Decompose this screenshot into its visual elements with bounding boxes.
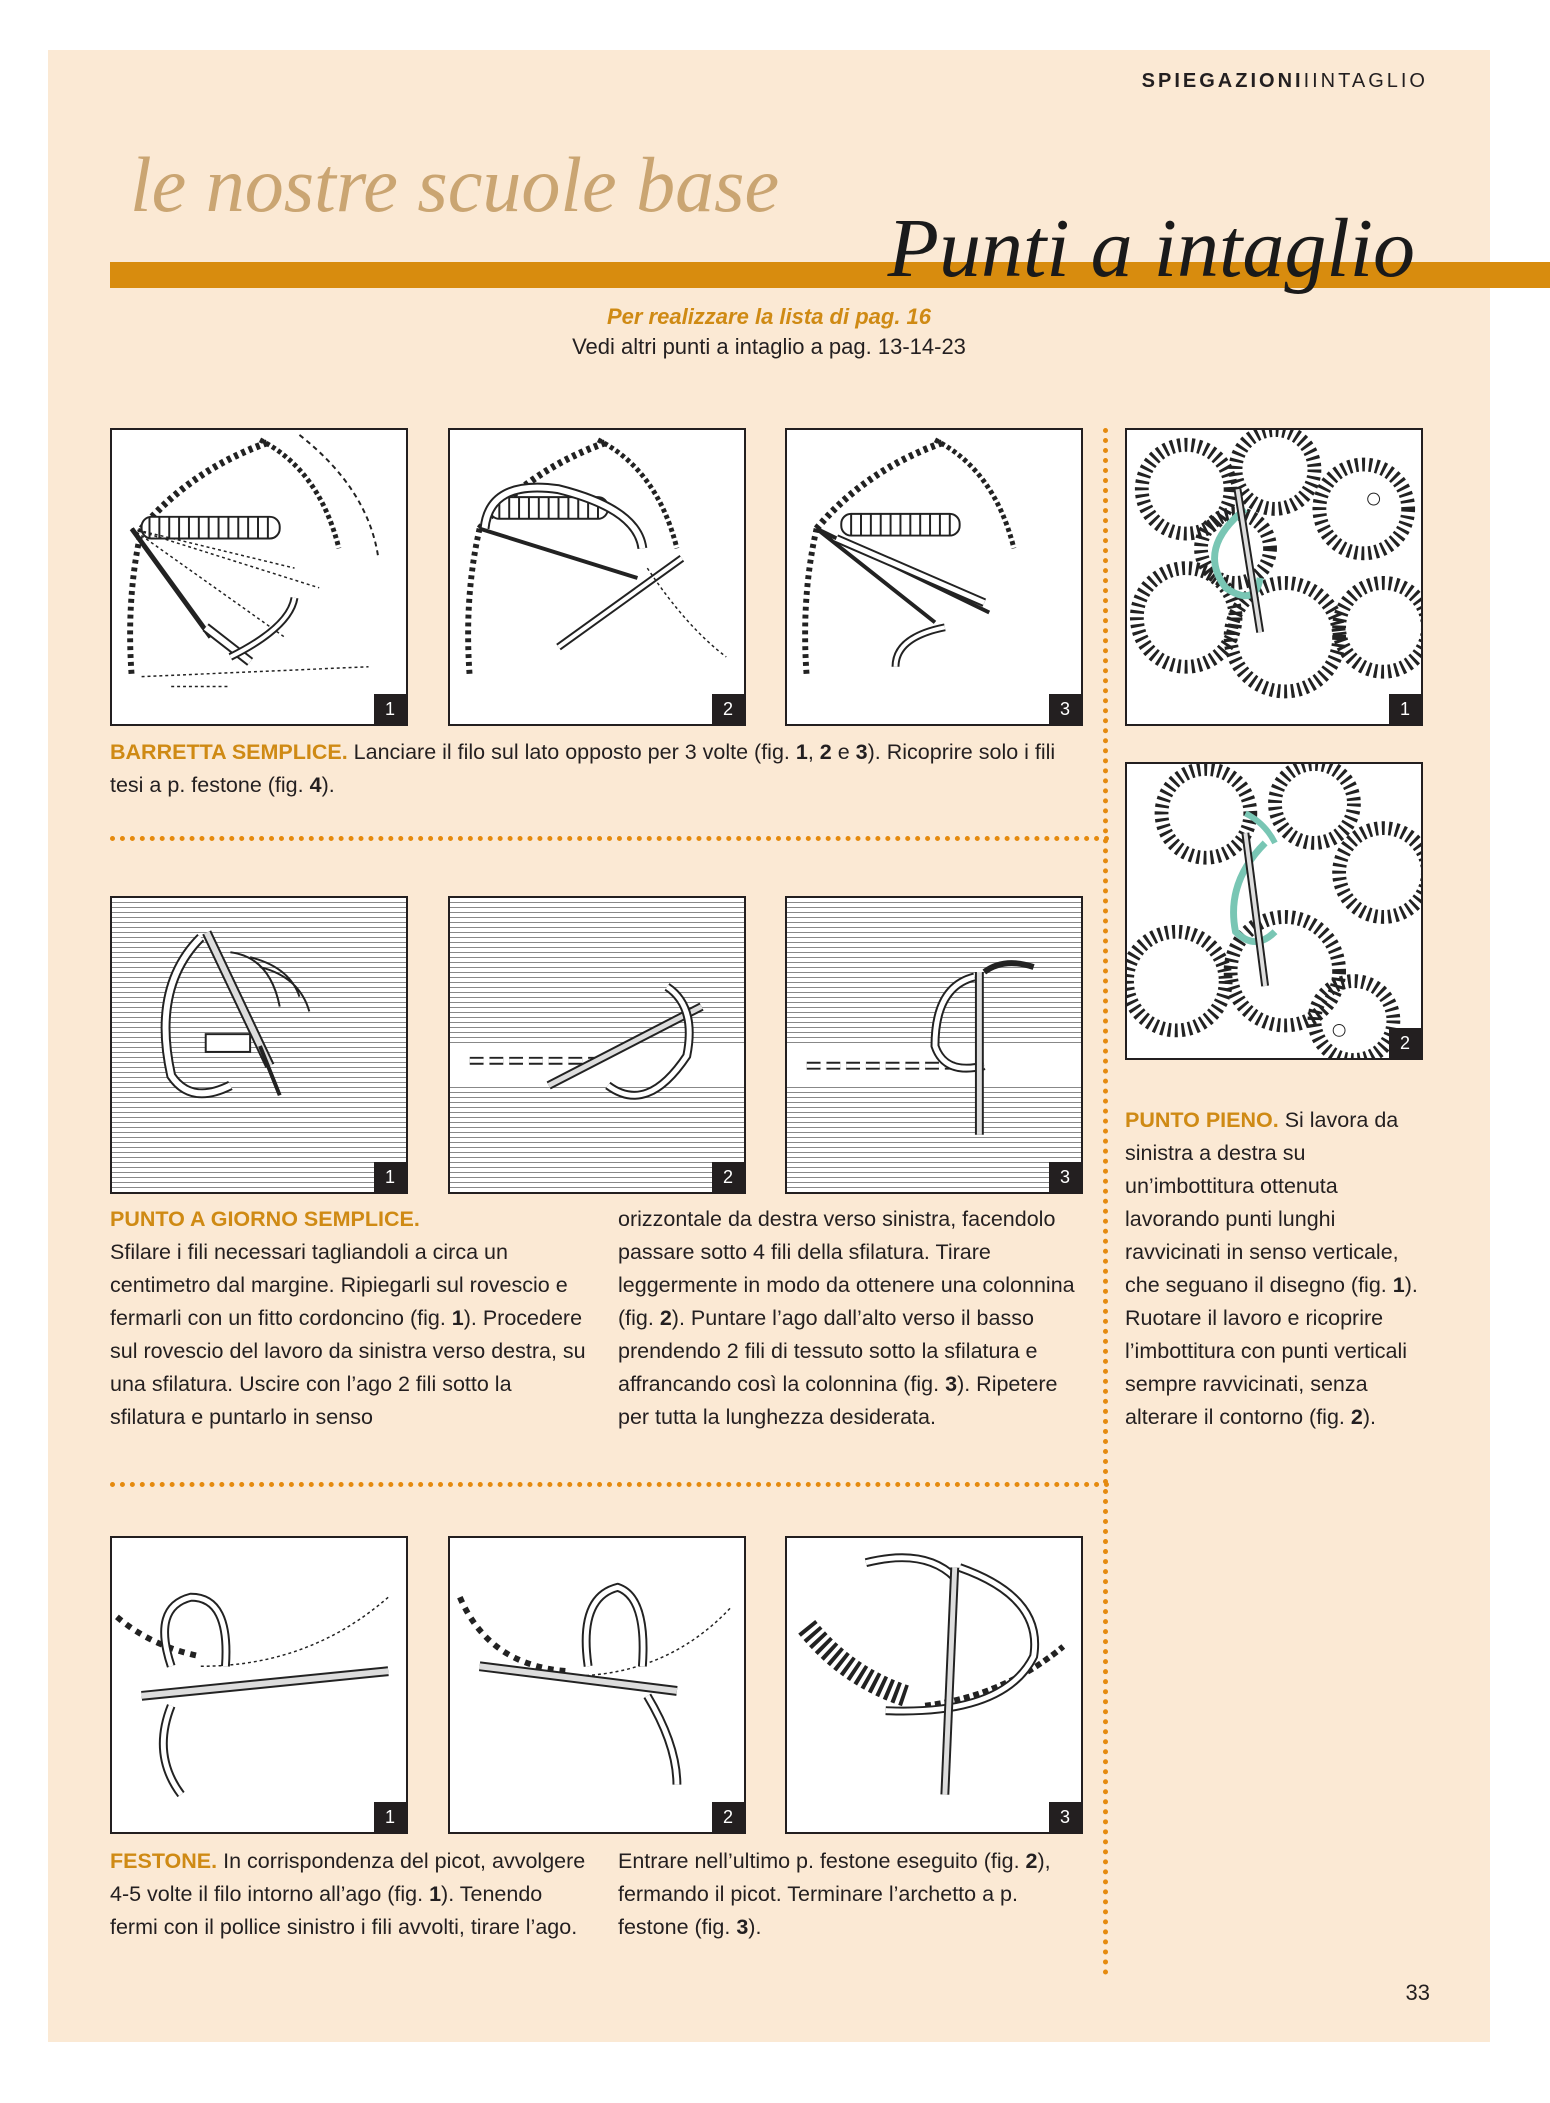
figure-barretta-1 xyxy=(110,428,408,726)
running-header: SPIEGAZIONIIINTAGLIO xyxy=(1141,70,1428,92)
figure-number: 3 xyxy=(1049,1162,1081,1192)
figure-giorno-3 xyxy=(785,896,1083,1194)
figure-barretta-2 xyxy=(448,428,746,726)
figure-number: 1 xyxy=(374,1802,406,1832)
intro-highlight: Per realizzare la lista di pag. 16 xyxy=(606,304,932,329)
figure-giorno-1 xyxy=(110,896,408,1194)
needle-illustration xyxy=(787,430,1081,724)
figure-pieno-1 xyxy=(1125,428,1423,726)
needle-illustration xyxy=(787,898,1081,1192)
figure-number: 1 xyxy=(374,694,406,724)
figure-festone-1 xyxy=(110,1536,408,1834)
divider xyxy=(110,836,1110,841)
figure-number: 2 xyxy=(712,1162,744,1192)
figure-number: 2 xyxy=(1389,1028,1421,1058)
figure-festone-3 xyxy=(785,1536,1083,1834)
needle-illustration xyxy=(112,430,406,724)
page-number: 33 xyxy=(1405,1980,1430,2005)
needle-illustration xyxy=(450,898,744,1192)
figure-number: 3 xyxy=(1049,1802,1081,1832)
figure-number: 3 xyxy=(1049,694,1081,724)
barretta-text: BARRETTA SEMPLICE. Lanciare il filo sul lato opposto per 3 volte (fig. 1, 2 e 3). Ricoprire solo i fili tesi a p. festone (fig. 4). xyxy=(110,740,1056,797)
figure-festone-2 xyxy=(448,1536,746,1834)
figure-giorno-2 xyxy=(448,896,746,1194)
figure-number: 2 xyxy=(712,1802,744,1832)
column-divider xyxy=(1103,428,1108,1976)
figure-number: 2 xyxy=(712,694,744,724)
festone-text-col1: FESTONE. In corrispondenza del picot, avvolgere 4-5 volte il filo intorno all’ago (fig. 1). Tenendo fermi con il pollice sinistro i fili avvolti, tirare l’ago. xyxy=(110,1849,586,1939)
figure-number: 1 xyxy=(374,1162,406,1192)
festone-text-col2: Entrare nell’ultimo p. festone eseguito (fig. 2), fermando il picot. Terminare l’archetto a p. festone (fig. 3). xyxy=(618,1849,1051,1939)
series-title: le nostre scuole base xyxy=(130,141,780,228)
page xyxy=(48,50,1490,2042)
figure-number: 1 xyxy=(1389,694,1421,724)
page-title: Punti a intaglio xyxy=(887,202,1415,295)
intro xyxy=(48,302,1490,362)
figure-pieno-2 xyxy=(1125,762,1423,1060)
intro-note: Vedi altri punti a intaglio a pag. 13-14-23 xyxy=(572,334,966,359)
figure-barretta-3 xyxy=(785,428,1083,726)
giorno-text-col1: PUNTO A GIORNO SEMPLICE. Sfilare i fili necessari tagliandoli a circa un centimetro dal margine. Ripiegarli sul rovescio e fermarli con un fitto cordoncino (fig. 1). Procedere sul rovescio del lavoro da sinistra verso destra, su una sfilatura. Uscire con l’ago 2 fili sotto la sfilatura e puntarlo in senso xyxy=(110,1207,586,1429)
needle-illustration xyxy=(112,898,406,1192)
needle-illustration xyxy=(450,1538,744,1832)
needle-illustration xyxy=(450,430,744,724)
needle-illustration xyxy=(112,1538,406,1832)
pieno-text: PUNTO PIENO. Si lavora da sinistra a destra su un’imbottitura ottenuta lavorando punti lunghi ravvicinati in senso verticale, che seguano il disegno (fig. 1). Ruotare il lavoro e ricoprire l’imbottitura con punti verticali sempre ravvicinati, senza alterare il contorno (fig. 2). xyxy=(1125,1108,1418,1429)
giorno-text-col2: orizzontale da destra verso sinistra, facendolo passare sotto 4 fili della sfilatura. Tirare leggermente in modo da ottenere una colonnina (fig. 2). Puntare l’ago dall’alto verso il basso prendendo 2 fili di tessuto sotto la sfilatura e affrancando così la colonnina (fig. 3). Ripetere per tutta la lunghezza desiderata. xyxy=(618,1207,1075,1429)
ring-illustration xyxy=(1127,764,1421,1058)
ring-illustration xyxy=(1127,430,1421,724)
divider xyxy=(110,1482,1110,1487)
needle-illustration xyxy=(787,1538,1081,1832)
